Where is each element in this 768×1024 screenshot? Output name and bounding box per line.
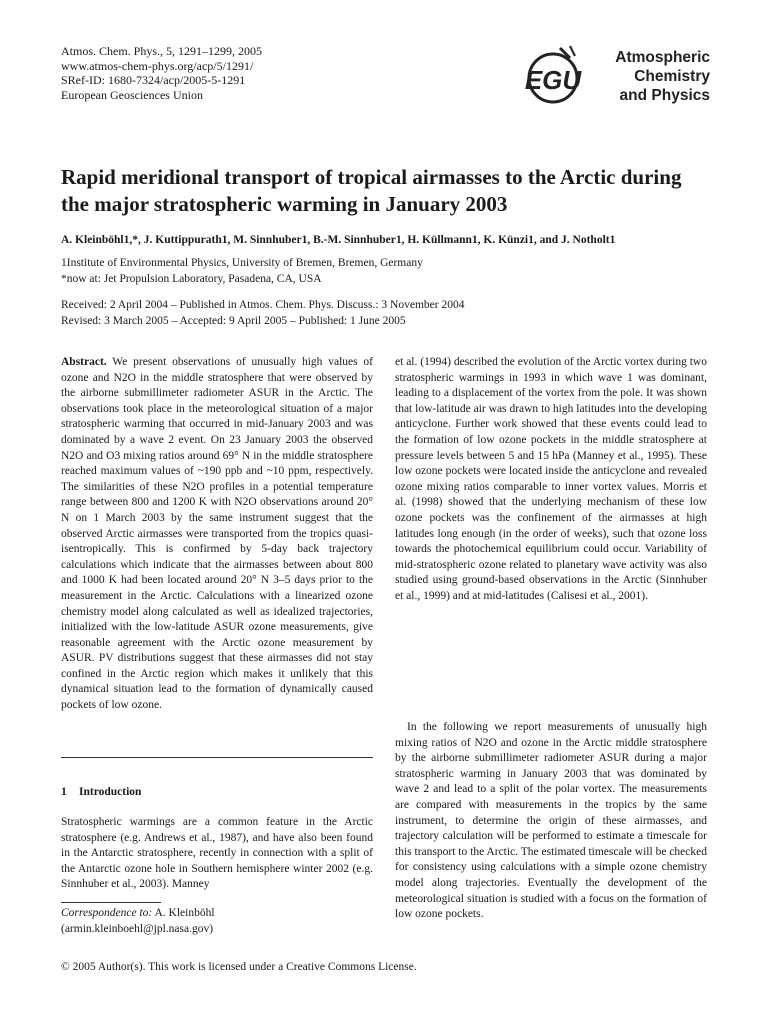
logo-line-1: Atmospheric <box>615 49 710 66</box>
section-title: Introduction <box>79 786 142 798</box>
affiliations <box>61 255 423 287</box>
right-para-2: In the following we report measurements of unusually high mixing ratios of N2O and ozone in the Arctic middle stratosphere by the airborne submillimeter radiometer ASUR during a major stratospheric warming in January 2003 that was dominated by wave 2 and lead to a split of the polar vortex. The measurements are compared with measurements in the tropics by the same instrument, to determine the origin of these airmasses, and trajectory calculation will be performed to estimate a timescale for this transport to the Arctic. The estimated timescale will be checked for consistency using calculations with a simple ozone chemistry model along trajectories. Eventually the development of the meteorological situation is studied with a focus on the formation of low ozone pockets. <box>395 721 707 921</box>
received-date: Received: 2 April 2004 – Published in Atmos. Chem. Phys. Discuss.: 3 November 2004 <box>61 299 465 311</box>
section-divider <box>61 757 373 758</box>
paper-title: Rapid meridional transport of tropical airmasses to the Arctic during the major stratospheric warming in January 2003 <box>61 165 682 216</box>
intro-text: Stratospheric warmings are a common feature in the Arctic stratosphere (e.g. Andrews et al., 1987), and have also been found in the Antarctic stratosphere, recently in connection with a split of the Antarctic ozone hole in Southern hemisphere winter 2002 (e.g. Sinnhuber et al., 2003). Manney <box>61 816 373 891</box>
intro-paragraph <box>61 815 373 893</box>
abstract-label: Abstract. <box>61 356 107 368</box>
sref-id: SRef-ID: 1680-7324/acp/2005-5-1291 <box>61 73 246 87</box>
correspondence <box>61 905 215 937</box>
journal-citation-block <box>61 44 262 102</box>
correspondence-label: Correspondence to: <box>61 907 153 919</box>
abstract-text: We present observations of unusually high values of ozone and N2O in the middle stratosphere that were observed by the airborne submillimeter radiometer ASUR in the Arctic. The observations took place in the meteorological situation of a major stratospheric warming that occurred in mid-January 2003 and was dominated by a wave 2 event. On 23 January 2003 the observed N2O and O3 mixing ratios around 69° N in the middle stratosphere reached maximum values of ~190 ppb and ~10 ppm, respectively. The similarities of these N2O profiles in a potential temperature range between 800 and 1200 K with N2O observations around 20° N on 1 March 2003 by the same instrument suggest that the observed Arctic airmasses were transported from the tropics quasi-isentropically. This is confirmed by 5-day back trajectory calculations which indicate that the airmasses between about 800 and 1000 K had been located around 20° N 3–5 days prior to the measurement in the Arctic. Calculations with a linearized ozone chemistry model along calculated as well as idealized trajectories, initialized with the low-latitude ASUR ozone measurements, give reasonable agreement with the Arctic ozone measurement by ASUR. PV distributions suggest that these airmasses did not stay confined in the Arctic region which makes it unlikely that this dynamical situation lead to the formation of dynamically caused pockets of low ozone. <box>61 356 374 712</box>
author-list: A. Kleinböhl1,*, J. Kuttippurath1, M. Sinnhuber1, B.-M. Sinnhuber1, H. Küllmann1, K. Künzi1, and J. Notholt1 <box>61 234 616 246</box>
journal-url: www.atmos-chem-phys.org/acp/5/1291/ <box>61 58 254 73</box>
logo-line-2: Chemistry <box>634 68 710 85</box>
logo-mark: EGU <box>524 65 582 95</box>
right-column-paragraph-2 <box>395 720 707 923</box>
affiliation-2: *now at: Jet Propulsion Laboratory, Pasadena, CA, USA <box>61 273 322 285</box>
section-heading <box>61 786 141 798</box>
publisher: European Geosciences Union <box>61 87 203 102</box>
license-notice: © 2005 Author(s). This work is licensed under a Creative Commons License. <box>61 961 417 973</box>
journal-logo <box>520 42 710 112</box>
logo-text <box>615 48 710 105</box>
correspondence-email: (armin.kleinboehl@jpl.nasa.gov) <box>61 923 214 935</box>
egu-logo-icon <box>520 42 590 112</box>
logo-line-3: and Physics <box>619 87 710 104</box>
abstract <box>61 355 373 714</box>
section-number: 1 <box>61 786 67 798</box>
footnote-divider <box>61 902 161 903</box>
affiliation-1: 1Institute of Environmental Physics, University of Bremen, Bremen, Germany <box>61 257 423 269</box>
right-para-1: et al. (1994) described the evolution of the Arctic vortex during two stratospheric warmings in 1993 in which wave 1 was dominant, leading to a displacement of the vortex from the pole. It was shown that low-latitude air was drawn to high latitudes into the developing anticyclone. Further work showed that these events could lead to the formation of low ozone pockets in the middle stratosphere at pressure levels between 5 and 15 hPa (Manney et al., 1995). These low ozone pockets were located inside the anticyclone and revealed ozone mixing ratios comparable to inner vortex values. Morris et al. (1998) showed that the underlying mechanism of these low ozone pockets was the confinement of the airmasses at high latitudes long enough (in the order of weeks), such that ozone loss towards the photochemical equilibrium could occur. Variability of mid-stratospheric ozone related to planetary wave activity was also studied using ground-based observations in the Arctic (Sinnhuber et al., 1999) and at mid-latitudes (Calisesi et al., 2001). <box>395 356 707 602</box>
publication-dates <box>61 297 464 329</box>
correspondence-name: A. Kleinböhl <box>154 907 215 919</box>
journal-citation: Atmos. Chem. Phys., 5, 1291–1299, 2005 <box>61 44 263 58</box>
revised-date: Revised: 3 March 2005 – Accepted: 9 April 2005 – Published: 1 June 2005 <box>61 315 406 327</box>
right-column-paragraph-1 <box>395 355 707 605</box>
